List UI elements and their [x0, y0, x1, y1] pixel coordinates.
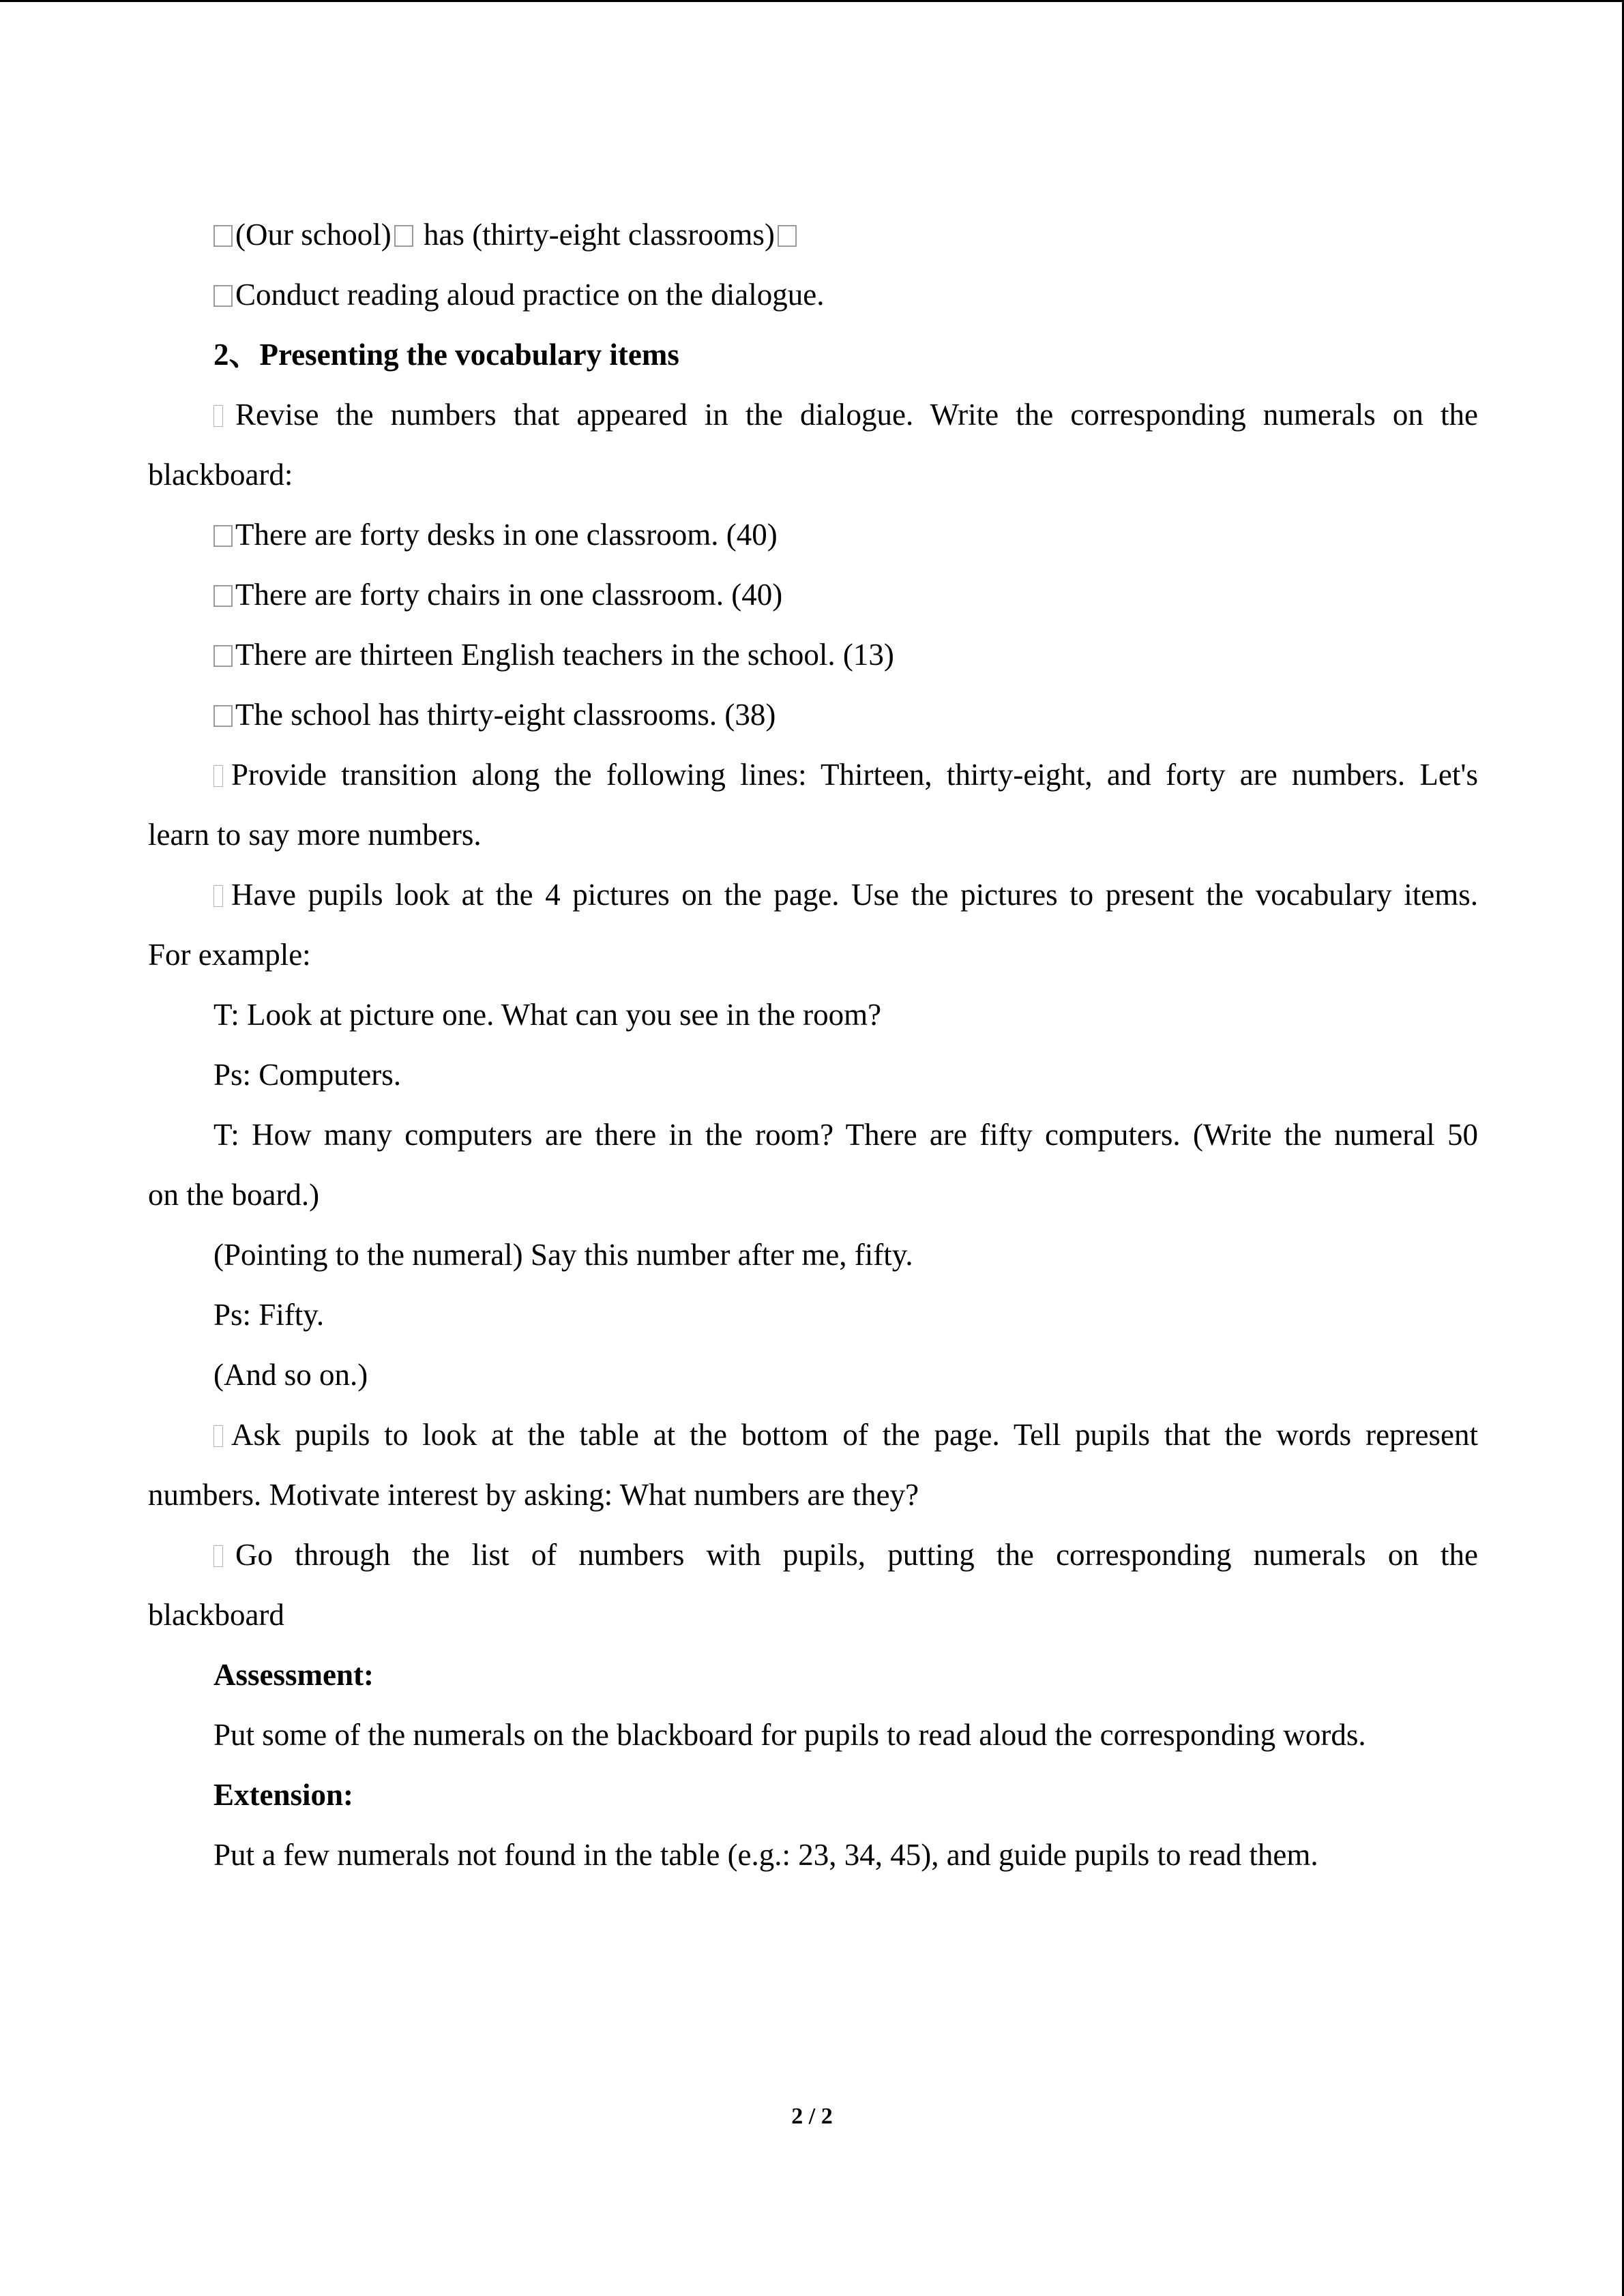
- paragraph-table-cont: numbers. Motivate interest by asking: What numbers are they?: [148, 1478, 919, 1512]
- paragraph-revise-numbers-cont: blackboard:: [148, 458, 293, 492]
- missing-glyph-icon: [213, 225, 233, 247]
- paragraph-transition: Provide transition along the following lines: Thirteen, thirty-eight, and forty are numbers. Let's: [148, 745, 1478, 805]
- bullet-glyph-icon: [213, 765, 223, 787]
- bullet-glyph-icon: [213, 405, 223, 427]
- paragraph-reading-practice: Conduct reading aloud practice on the dialogue.: [148, 265, 1478, 325]
- dialogue-line: T: Look at picture one. What can you see in the room?: [213, 998, 882, 1032]
- paragraph-table: Ask pupils to look at the table at the bottom of the page. Tell pupils that the words represent: [148, 1405, 1478, 1465]
- section-heading: [148, 325, 1478, 385]
- dialogue-line: (Pointing to the numeral) Say this number after me, fifty.: [213, 1238, 913, 1272]
- paragraph-revise-numbers: Revise the numbers that appeared in the dialogue. Write the corresponding numerals on the: [148, 385, 1478, 445]
- dialogue-line: Ps: Fifty.: [213, 1298, 325, 1332]
- dialogue-line: (And so on.): [213, 1358, 368, 1392]
- page-number: 2 / 2: [791, 2104, 833, 2129]
- paragraph-transition-cont: learn to say more numbers.: [148, 818, 482, 852]
- extension-heading: Extension:: [213, 1778, 354, 1812]
- missing-glyph-icon: [213, 285, 233, 307]
- bullet-glyph-icon: [213, 1545, 223, 1567]
- dialogue-line: Ps: Computers.: [213, 1058, 402, 1092]
- missing-glyph-icon: [213, 525, 233, 547]
- dialogue-line-cont: on the board.): [148, 1178, 320, 1212]
- paragraph-go-through: Go through the list of numbers with pupils, putting the corresponding numerals on the: [148, 1525, 1478, 1585]
- top-border: [0, 0, 1624, 2]
- document-body: [148, 205, 1478, 1885]
- missing-glyph-icon: [213, 585, 233, 607]
- section-title: Presenting the vocabulary items: [259, 338, 679, 372]
- paragraph-go-through-cont: blackboard: [148, 1598, 284, 1632]
- missing-glyph-icon: [213, 705, 233, 727]
- list-item-classrooms: The school has thirty-eight classrooms. (38): [148, 685, 1478, 745]
- list-item-teachers: There are thirteen English teachers in the school. (13): [148, 625, 1478, 685]
- section-number: 2、: [213, 338, 260, 372]
- list-item-chairs: There are forty chairs in one classroom. (40): [148, 565, 1478, 625]
- missing-glyph-icon: [394, 225, 413, 247]
- assessment-heading: Assessment:: [213, 1658, 374, 1692]
- paragraph-pictures-cont: For example:: [148, 938, 311, 972]
- extension-text: Put a few numerals not found in the table (e.g.: 23, 34, 45), and guide pupils to read them.: [213, 1838, 1318, 1872]
- list-item-desks: There are forty desks in one classroom. (40): [148, 505, 1478, 565]
- paragraph-our-school: (Our school) has (thirty-eight classrooms): [148, 205, 1478, 265]
- missing-glyph-icon: [213, 645, 233, 667]
- dialogue-line: T: How many computers are there in the room? There are fifty computers. (Write the numeral 50: [213, 1118, 1478, 1152]
- paragraph-pictures: Have pupils look at the 4 pictures on the page. Use the pictures to present the vocabulary items.: [148, 865, 1478, 925]
- bullet-glyph-icon: [213, 1425, 223, 1447]
- missing-glyph-icon: [778, 225, 797, 247]
- assessment-text: Put some of the numerals on the blackboard for pupils to read aloud the corresponding words.: [213, 1718, 1366, 1752]
- bullet-glyph-icon: [213, 885, 223, 907]
